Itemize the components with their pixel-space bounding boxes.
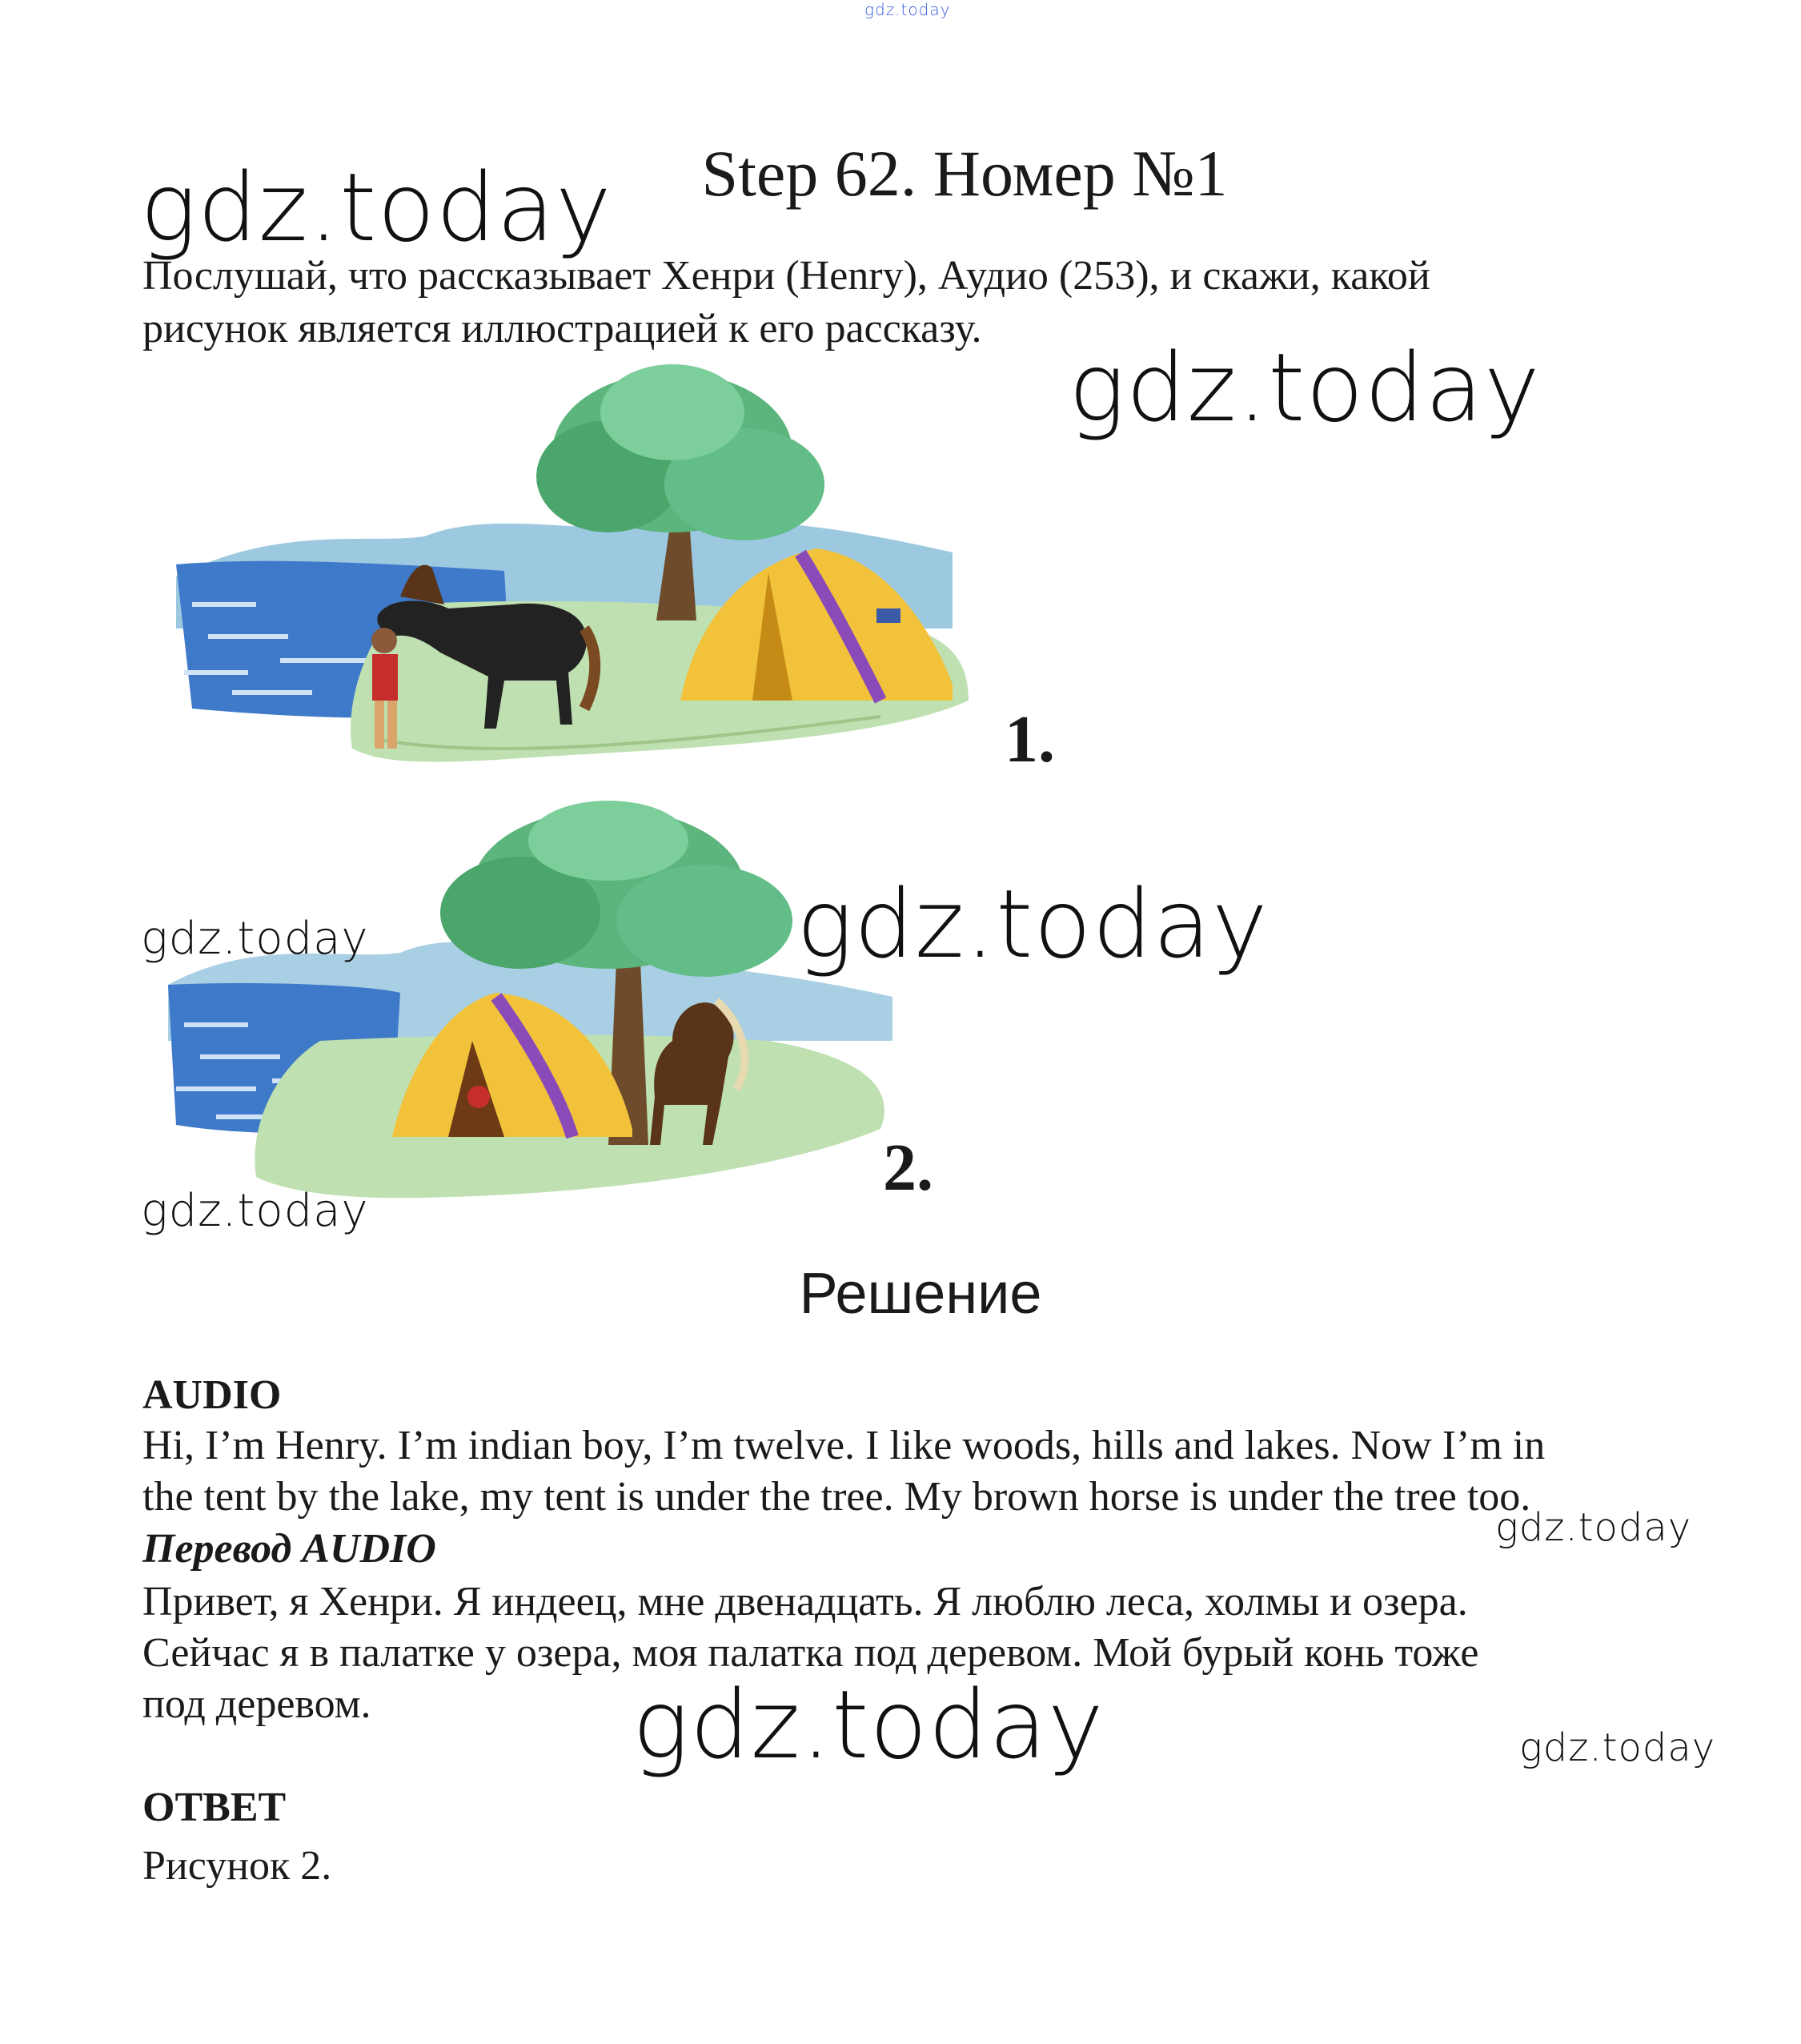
watermark-small: gdz.today [141, 913, 369, 965]
figure-1-label: 1. [1005, 702, 1055, 777]
watermark-large: gdz.today [796, 869, 1269, 979]
translation-heading: Перевод AUDIO [142, 1526, 436, 1572]
watermark-small: gdz.today [1519, 1725, 1716, 1770]
figure-1-illustration [160, 364, 993, 801]
watermark-large: gdz.today [632, 1669, 1105, 1780]
answer-heading: ОТВЕТ [142, 1785, 287, 1830]
solution-heading: Решение [799, 1262, 1042, 1326]
watermark-small: gdz.today [141, 1185, 369, 1237]
translation-line-3: под деревом. [142, 1681, 371, 1727]
instruction-line-1: Послушай, что рассказывает Хенри (Henry), Аудио (253), и скажи, какой [142, 253, 1430, 299]
page-title: Step 62. Номер №1 [701, 137, 1228, 210]
watermark-top: gdz.today [864, 0, 951, 19]
instruction-line-2: рисунок является иллюстрацией к его рассказу. [142, 306, 982, 351]
watermark-small: gdz.today [1495, 1505, 1692, 1550]
figure-2-label: 2. [883, 1130, 933, 1205]
translation-line-2: Сейчас я в палатке у озера, моя палатка под деревом. Мой бурый конь тоже [142, 1630, 1479, 1676]
watermark-large: gdz.today [140, 152, 612, 263]
translation-line-1: Привет, я Хенри. Я индеец, мне двенадцать. Я люблю леса, холмы и озера. [142, 1579, 1468, 1624]
audio-heading: AUDIO [142, 1372, 282, 1418]
figure-2-illustration [160, 801, 913, 1225]
watermark-large: gdz.today [1069, 332, 1541, 443]
audio-line-2: the tent by the lake, my tent is under the tree. My brown horse is under the tree too. [142, 1474, 1531, 1520]
audio-line-1: Hi, I’m Henry. I’m indian boy, I’m twelve. I like woods, hills and lakes. Now I’m in [142, 1423, 1546, 1468]
answer-text: Рисунок 2. [142, 1843, 332, 1889]
